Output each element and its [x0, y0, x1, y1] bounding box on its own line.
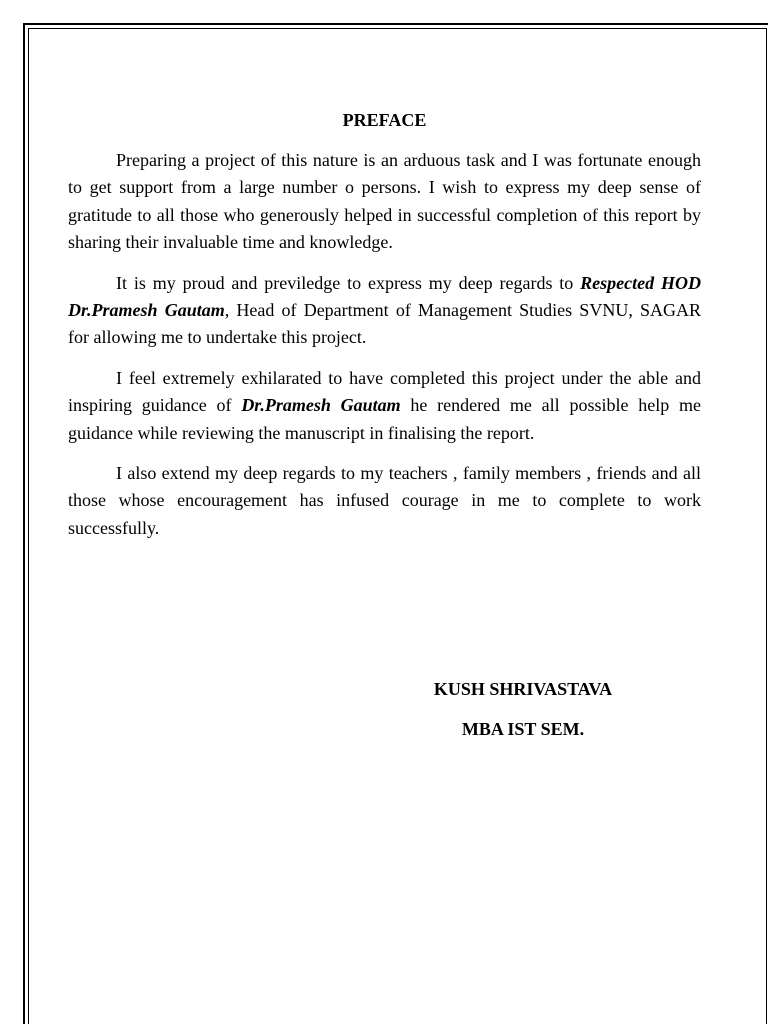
page-title: PREFACE [342, 110, 427, 130]
paragraph-1 [68, 147, 701, 257]
preface-body [68, 108, 701, 555]
signature-course: MBA IST SEM. [461, 719, 585, 739]
paragraph-4-text: I also extend my deep regards to my teachers , family members , friends and all those whose encouragement has infused courage in me to complete to work successfully. [68, 463, 701, 538]
hod-name-emphasis: Respected HOD Dr.Pramesh Gautam [68, 272, 701, 321]
signature-name: KUSH SHRIVASTAVA [433, 679, 613, 699]
paragraph-2-text-b: , Head of Department of Management Studies SVNU, SAGAR for allowing me to undertake this project. [68, 300, 701, 348]
paragraph-3-text-b: he rendered me all possible help me guidance while reviewing the manuscript in finalising the report. [68, 395, 701, 443]
guide-name-emphasis: Dr.Pramesh Gautam [241, 395, 401, 416]
paragraph-2 [68, 270, 701, 352]
paragraph-2-text-a: It is my proud and previledge to express my deep regards to [116, 272, 581, 293]
paragraph-1-text: Preparing a project of this nature is an arduous task and I was fortunate enough to get support from a large number o persons. I wish to express my deep sense of gratitude to all those who generously helped in successful completion of this report by sharing their invaluable time and knowledge. [68, 150, 701, 253]
paragraph-3 [68, 365, 701, 447]
paragraph-3-text-a: I feel extremely exhilarated to have completed this project under the able and inspiring guidance of [68, 367, 701, 416]
paragraph-4 [68, 460, 701, 542]
